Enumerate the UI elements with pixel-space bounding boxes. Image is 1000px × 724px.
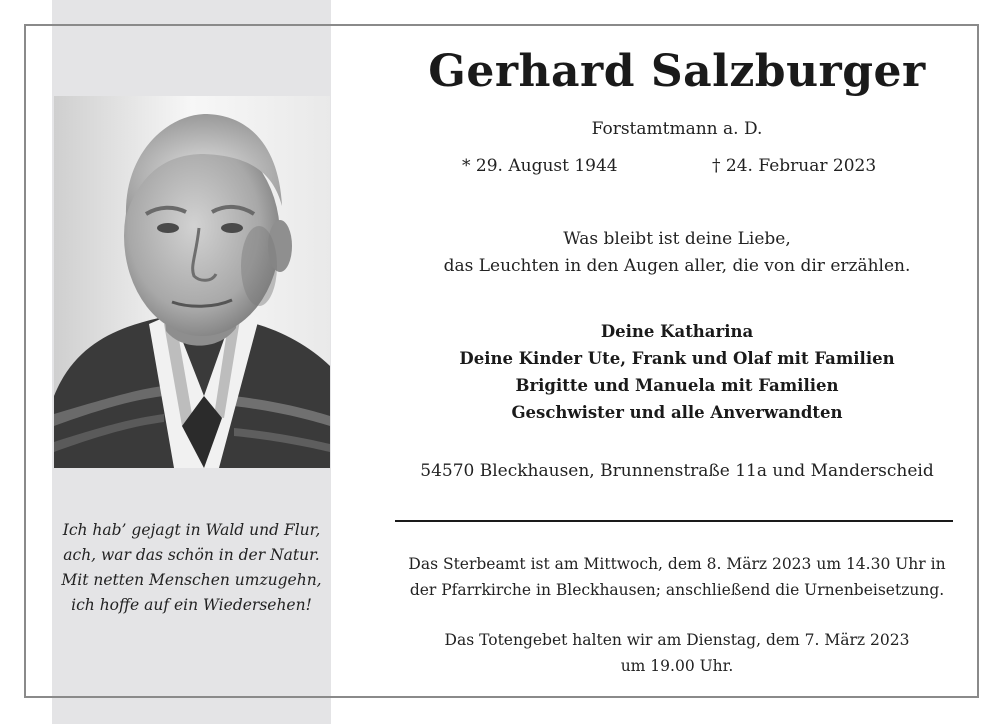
memorial-quote xyxy=(382,226,972,280)
service-line: der Pfarrkirche in Bleckhausen; anschließend die Urnenbeisetzung. xyxy=(409,581,945,599)
mourners-list xyxy=(382,318,972,426)
divider xyxy=(395,520,953,522)
prayer-line: um 19.00 Uhr. xyxy=(620,657,734,675)
service-info xyxy=(382,551,972,603)
deceased-title: Forstamtmann a. D. xyxy=(591,119,763,139)
deceased-name: Gerhard Salzburger xyxy=(428,46,926,97)
mourner-line: Deine Kinder Ute, Frank und Olaf mit Familien xyxy=(459,349,895,368)
prayer-info xyxy=(382,627,972,679)
poem-line: ich hoffe auf ein Wiedersehen! xyxy=(71,596,312,614)
prayer-line: Das Totengebet halten wir am Dienstag, dem 7. März 2023 xyxy=(444,631,910,649)
quote-line: Was bleibt ist deine Liebe, xyxy=(563,229,791,249)
address: 54570 Bleckhausen, Brunnenstraße 11a und Manderscheid xyxy=(420,461,934,481)
mourner-line: Deine Katharina xyxy=(600,322,754,341)
mourner-line: Brigitte und Manuela mit Familien xyxy=(515,376,839,395)
quote-line: das Leuchten in den Augen aller, die von dir erzählen. xyxy=(443,256,911,276)
poem-line: Ich hab’ gejagt in Wald und Flur, xyxy=(62,521,321,539)
poem xyxy=(52,518,331,618)
poem-line: Mit netten Menschen umzugehn, xyxy=(61,571,322,589)
service-line: Das Sterbeamt ist am Mittwoch, dem 8. März 2023 um 14.30 Uhr in xyxy=(408,555,946,573)
mourner-line: Geschwister und alle Anverwandten xyxy=(511,403,843,422)
death-date: † 24. Februar 2023 xyxy=(712,156,877,176)
portrait-photo xyxy=(54,96,330,468)
poem-line: ach, war das schön in der Natur. xyxy=(63,546,320,564)
birth-date: * 29. August 1944 xyxy=(462,156,618,176)
